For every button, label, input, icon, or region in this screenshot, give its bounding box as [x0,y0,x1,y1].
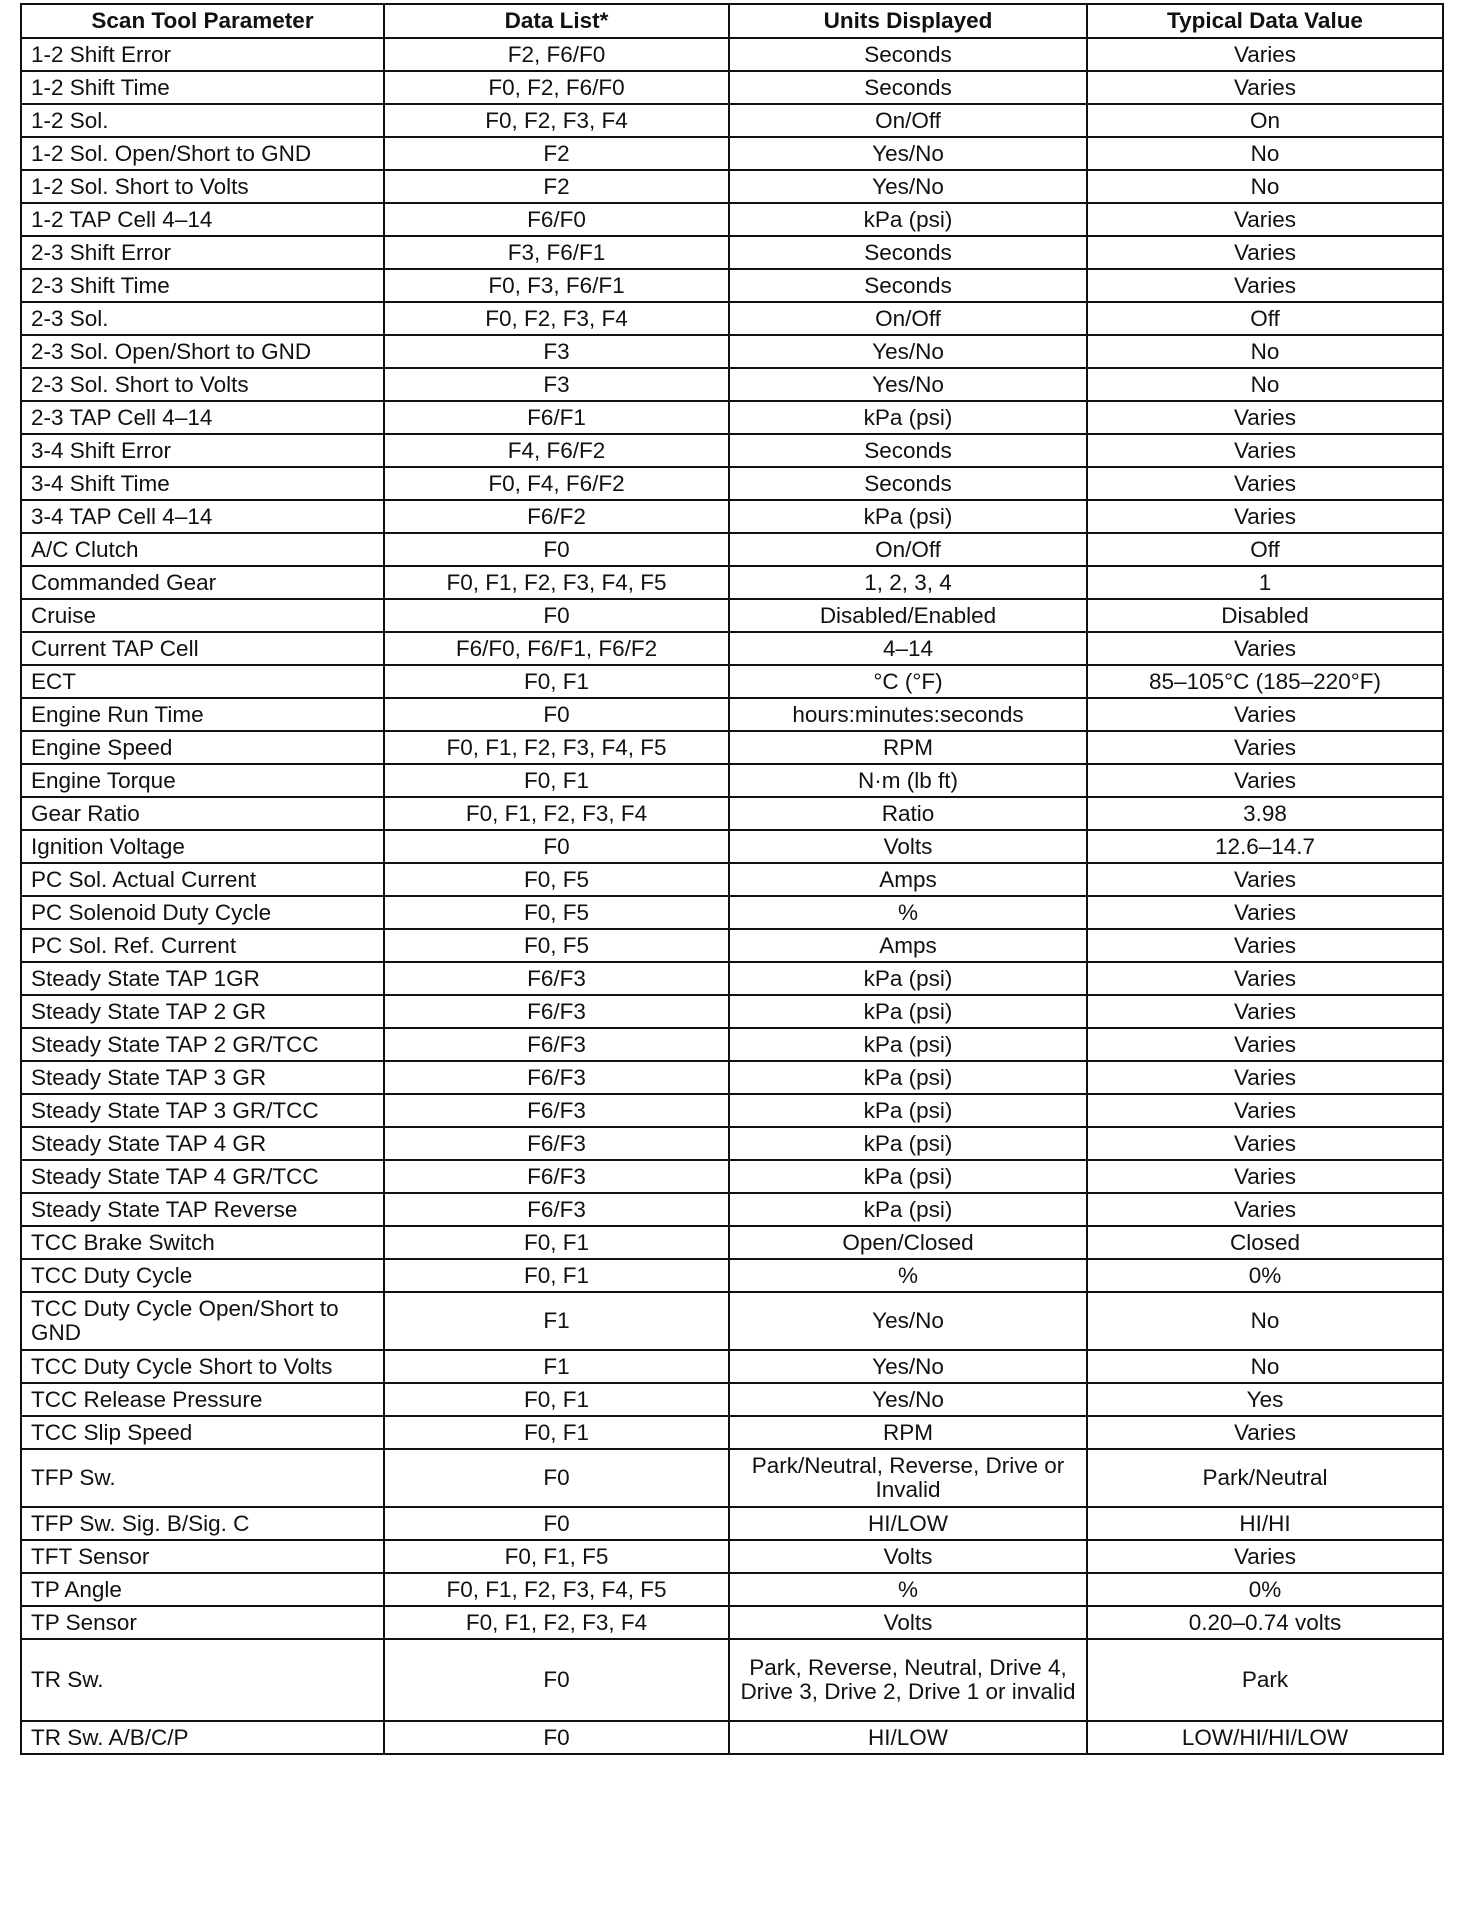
typical-value-cell: Varies [1087,269,1443,302]
parameter-cell: Steady State TAP 2 GR/TCC [21,1028,384,1061]
units-cell: kPa (psi) [729,1127,1087,1160]
units-cell: Yes/No [729,1383,1087,1416]
units-cell: Disabled/Enabled [729,599,1087,632]
parameter-cell: 1-2 Shift Time [21,71,384,104]
typical-value-cell: Varies [1087,401,1443,434]
data-list-cell: F6/F3 [384,1160,729,1193]
data-list-cell: F4, F6/F2 [384,434,729,467]
units-cell: kPa (psi) [729,500,1087,533]
data-list-cell: F1 [384,1350,729,1383]
typical-value-cell: Varies [1087,1094,1443,1127]
units-cell: % [729,896,1087,929]
parameter-cell: TCC Brake Switch [21,1226,384,1259]
data-list-cell: F0, F1, F2, F3, F4 [384,797,729,830]
table-row [21,1292,1443,1350]
typical-value-cell: Varies [1087,863,1443,896]
parameter-cell: TCC Duty Cycle [21,1259,384,1292]
table-row [21,1160,1443,1193]
units-cell: HI/LOW [729,1721,1087,1754]
parameter-cell: 3-4 Shift Error [21,434,384,467]
data-list-cell: F0 [384,533,729,566]
typical-value-cell: Varies [1087,698,1443,731]
units-cell: Volts [729,1540,1087,1573]
data-list-cell: F6/F3 [384,962,729,995]
scan-tool-data-table [20,3,1444,1755]
typical-value-cell: No [1087,170,1443,203]
units-cell: N·m (lb ft) [729,764,1087,797]
table-row [21,1639,1443,1721]
units-cell: kPa (psi) [729,995,1087,1028]
data-list-cell: F0, F1 [384,665,729,698]
units-cell: Amps [729,863,1087,896]
parameter-cell: 1-2 Sol. [21,104,384,137]
table-row [21,1061,1443,1094]
units-cell: Seconds [729,71,1087,104]
table-row [21,203,1443,236]
typical-value-cell: 0% [1087,1259,1443,1292]
data-list-cell: F6/F0 [384,203,729,236]
data-list-cell: F6/F3 [384,1061,729,1094]
data-list-cell: F0 [384,830,729,863]
units-cell: % [729,1259,1087,1292]
units-cell: Yes/No [729,137,1087,170]
table-row [21,1028,1443,1061]
typical-value-cell: 12.6–14.7 [1087,830,1443,863]
data-list-cell: F0, F1 [384,1383,729,1416]
table-row [21,500,1443,533]
units-cell: On/Off [729,104,1087,137]
table-row [21,1383,1443,1416]
units-cell: kPa (psi) [729,1160,1087,1193]
parameter-cell: Engine Torque [21,764,384,797]
table-row [21,434,1443,467]
table-row [21,1193,1443,1226]
typical-value-cell: Varies [1087,1061,1443,1094]
parameter-cell: Steady State TAP 3 GR/TCC [21,1094,384,1127]
typical-value-cell: 1 [1087,566,1443,599]
table-row [21,335,1443,368]
data-list-cell: F0 [384,1639,729,1721]
typical-value-cell: Varies [1087,236,1443,269]
table-row [21,1259,1443,1292]
units-cell: kPa (psi) [729,1193,1087,1226]
parameter-cell: Steady State TAP Reverse [21,1193,384,1226]
parameter-cell: 3-4 TAP Cell 4–14 [21,500,384,533]
units-cell: hours:minutes:seconds [729,698,1087,731]
table-row [21,797,1443,830]
table-row [21,1507,1443,1540]
units-cell: Yes/No [729,335,1087,368]
typical-value-cell: Disabled [1087,599,1443,632]
data-list-cell: F0, F1 [384,1226,729,1259]
units-cell: kPa (psi) [729,1061,1087,1094]
units-cell: 4–14 [729,632,1087,665]
typical-value-cell: Off [1087,533,1443,566]
parameter-cell: 2-3 Sol. [21,302,384,335]
typical-value-cell: Varies [1087,1127,1443,1160]
typical-value-cell: Closed [1087,1226,1443,1259]
typical-value-cell: Varies [1087,1160,1443,1193]
data-list-cell: F0, F1, F2, F3, F4 [384,1606,729,1639]
units-cell: Park, Reverse, Neutral, Drive 4, Drive 3, Drive 2, Drive 1 or invalid [729,1639,1087,1721]
table-row [21,962,1443,995]
units-cell: HI/LOW [729,1507,1087,1540]
units-cell: Volts [729,830,1087,863]
table-row [21,1127,1443,1160]
typical-value-cell: HI/HI [1087,1507,1443,1540]
data-list-cell: F6/F3 [384,1094,729,1127]
table-row [21,533,1443,566]
typical-value-cell: Varies [1087,1540,1443,1573]
data-list-cell: F6/F3 [384,1028,729,1061]
table-body [21,38,1443,1754]
units-cell: % [729,1573,1087,1606]
data-list-cell: F6/F0, F6/F1, F6/F2 [384,632,729,665]
typical-value-cell: LOW/HI/HI/LOW [1087,1721,1443,1754]
units-cell: On/Off [729,533,1087,566]
parameter-cell: 1-2 Sol. Short to Volts [21,170,384,203]
table-row [21,863,1443,896]
data-list-cell: F2 [384,137,729,170]
units-cell: Seconds [729,236,1087,269]
data-list-cell: F3, F6/F1 [384,236,729,269]
table-row [21,368,1443,401]
typical-value-cell: Varies [1087,995,1443,1028]
typical-value-cell: Varies [1087,1193,1443,1226]
typical-value-cell: Varies [1087,467,1443,500]
typical-value-cell: Varies [1087,896,1443,929]
units-cell: kPa (psi) [729,962,1087,995]
parameter-cell: Current TAP Cell [21,632,384,665]
parameter-cell: 2-3 TAP Cell 4–14 [21,401,384,434]
table-row [21,71,1443,104]
parameter-cell: TCC Duty Cycle Open/Short to GND [21,1292,384,1350]
data-list-cell: F2 [384,170,729,203]
table-row [21,1573,1443,1606]
table-row [21,566,1443,599]
header-scan-tool-parameter: Scan Tool Parameter [21,4,384,38]
table-row [21,170,1443,203]
units-cell: RPM [729,731,1087,764]
typical-value-cell: No [1087,1292,1443,1350]
table-row [21,236,1443,269]
parameter-cell: 2-3 Shift Time [21,269,384,302]
units-cell: °C (°F) [729,665,1087,698]
typical-value-cell: Varies [1087,764,1443,797]
parameter-cell: A/C Clutch [21,533,384,566]
typical-value-cell: Varies [1087,632,1443,665]
parameter-cell: Gear Ratio [21,797,384,830]
data-list-cell: F0, F1, F5 [384,1540,729,1573]
units-cell: On/Off [729,302,1087,335]
table-row [21,764,1443,797]
table-row [21,269,1443,302]
parameter-cell: Commanded Gear [21,566,384,599]
typical-value-cell: Varies [1087,1028,1443,1061]
parameter-cell: Steady State TAP 3 GR [21,1061,384,1094]
units-cell: Yes/No [729,1350,1087,1383]
parameter-cell: 3-4 Shift Time [21,467,384,500]
parameter-cell: Steady State TAP 4 GR [21,1127,384,1160]
parameter-cell: 2-3 Sol. Open/Short to GND [21,335,384,368]
data-list-cell: F3 [384,368,729,401]
typical-value-cell: 3.98 [1087,797,1443,830]
units-cell: Seconds [729,38,1087,71]
parameter-cell: TFP Sw. Sig. B/Sig. C [21,1507,384,1540]
data-list-cell: F0 [384,599,729,632]
parameter-cell: Cruise [21,599,384,632]
data-list-cell: F0, F2, F3, F4 [384,302,729,335]
typical-value-cell: Varies [1087,731,1443,764]
table-row [21,731,1443,764]
units-cell: Amps [729,929,1087,962]
data-list-cell: F0 [384,698,729,731]
table-row [21,599,1443,632]
typical-value-cell: No [1087,368,1443,401]
data-list-cell: F0 [384,1721,729,1754]
units-cell: kPa (psi) [729,1028,1087,1061]
parameter-cell: Engine Speed [21,731,384,764]
parameter-cell: TR Sw. [21,1639,384,1721]
table-row [21,104,1443,137]
typical-value-cell: Varies [1087,929,1443,962]
table-row [21,830,1443,863]
typical-value-cell: Varies [1087,203,1443,236]
units-cell: 1, 2, 3, 4 [729,566,1087,599]
data-list-cell: F6/F3 [384,1127,729,1160]
parameter-cell: TFP Sw. [21,1449,384,1507]
data-list-cell: F6/F3 [384,995,729,1028]
typical-value-cell: Varies [1087,38,1443,71]
parameter-cell: ECT [21,665,384,698]
data-list-cell: F0, F3, F6/F1 [384,269,729,302]
table-row [21,665,1443,698]
data-list-cell: F0, F1 [384,1259,729,1292]
parameter-cell: Ignition Voltage [21,830,384,863]
units-cell: Yes/No [729,368,1087,401]
units-cell: Ratio [729,797,1087,830]
units-cell: Yes/No [729,1292,1087,1350]
table-row [21,302,1443,335]
units-cell: kPa (psi) [729,401,1087,434]
table-row [21,995,1443,1028]
table-row [21,1416,1443,1449]
typical-value-cell: Varies [1087,962,1443,995]
header-typical-data-value: Typical Data Value [1087,4,1443,38]
parameter-cell: TCC Slip Speed [21,1416,384,1449]
units-cell: Volts [729,1606,1087,1639]
units-cell: Seconds [729,434,1087,467]
table-row [21,1606,1443,1639]
typical-value-cell: On [1087,104,1443,137]
table-row [21,1449,1443,1507]
units-cell: Open/Closed [729,1226,1087,1259]
table-row [21,1226,1443,1259]
header-data-list: Data List* [384,4,729,38]
data-list-cell: F0, F4, F6/F2 [384,467,729,500]
typical-value-cell: 85–105°C (185–220°F) [1087,665,1443,698]
parameter-cell: Steady State TAP 1GR [21,962,384,995]
table-row [21,1721,1443,1754]
typical-value-cell: Yes [1087,1383,1443,1416]
parameter-cell: PC Sol. Actual Current [21,863,384,896]
units-cell: kPa (psi) [729,203,1087,236]
data-list-cell: F0, F5 [384,863,729,896]
typical-value-cell: Park [1087,1639,1443,1721]
table-row [21,1350,1443,1383]
header-units-displayed: Units Displayed [729,4,1087,38]
data-list-cell: F2, F6/F0 [384,38,729,71]
units-cell: Seconds [729,269,1087,302]
table-row [21,1540,1443,1573]
parameter-cell: 1-2 TAP Cell 4–14 [21,203,384,236]
typical-value-cell: No [1087,1350,1443,1383]
table-row [21,38,1443,71]
data-list-cell: F6/F2 [384,500,729,533]
data-list-cell: F0 [384,1449,729,1507]
typical-value-cell: Varies [1087,1416,1443,1449]
typical-value-cell: Varies [1087,434,1443,467]
data-list-cell: F0, F1 [384,764,729,797]
table-row [21,137,1443,170]
data-list-cell: F0, F2, F3, F4 [384,104,729,137]
typical-value-cell: Varies [1087,500,1443,533]
parameter-cell: Engine Run Time [21,698,384,731]
typical-value-cell: No [1087,335,1443,368]
parameter-cell: TCC Release Pressure [21,1383,384,1416]
parameter-cell: 2-3 Sol. Short to Volts [21,368,384,401]
units-cell: Park/Neutral, Reverse, Drive or Invalid [729,1449,1087,1507]
units-cell: kPa (psi) [729,1094,1087,1127]
data-list-cell: F6/F1 [384,401,729,434]
table-row [21,401,1443,434]
parameter-cell: Steady State TAP 2 GR [21,995,384,1028]
parameter-cell: TP Sensor [21,1606,384,1639]
data-list-cell: F0 [384,1507,729,1540]
units-cell: RPM [729,1416,1087,1449]
typical-value-cell: Park/Neutral [1087,1449,1443,1507]
parameter-cell: 1-2 Sol. Open/Short to GND [21,137,384,170]
table-row [21,1094,1443,1127]
typical-value-cell: Off [1087,302,1443,335]
data-list-cell: F3 [384,335,729,368]
parameter-cell: TFT Sensor [21,1540,384,1573]
data-list-cell: F0, F1 [384,1416,729,1449]
data-list-cell: F0, F1, F2, F3, F4, F5 [384,1573,729,1606]
data-list-cell: F6/F3 [384,1193,729,1226]
units-cell: Seconds [729,467,1087,500]
units-cell: Yes/No [729,170,1087,203]
typical-value-cell: 0% [1087,1573,1443,1606]
table-row [21,632,1443,665]
data-list-cell: F0, F1, F2, F3, F4, F5 [384,731,729,764]
typical-value-cell: Varies [1087,71,1443,104]
parameter-cell: Steady State TAP 4 GR/TCC [21,1160,384,1193]
data-list-cell: F1 [384,1292,729,1350]
typical-value-cell: No [1087,137,1443,170]
table-row [21,698,1443,731]
parameter-cell: PC Sol. Ref. Current [21,929,384,962]
parameter-cell: 1-2 Shift Error [21,38,384,71]
parameter-cell: TR Sw. A/B/C/P [21,1721,384,1754]
parameter-cell: PC Solenoid Duty Cycle [21,896,384,929]
parameter-cell: TP Angle [21,1573,384,1606]
table-row [21,896,1443,929]
parameter-cell: TCC Duty Cycle Short to Volts [21,1350,384,1383]
parameter-cell: 2-3 Shift Error [21,236,384,269]
data-list-cell: F0, F5 [384,896,729,929]
data-list-cell: F0, F5 [384,929,729,962]
data-list-cell: F0, F1, F2, F3, F4, F5 [384,566,729,599]
table-header-row [21,4,1443,38]
table-row [21,929,1443,962]
typical-value-cell: 0.20–0.74 volts [1087,1606,1443,1639]
table-row [21,467,1443,500]
data-list-cell: F0, F2, F6/F0 [384,71,729,104]
